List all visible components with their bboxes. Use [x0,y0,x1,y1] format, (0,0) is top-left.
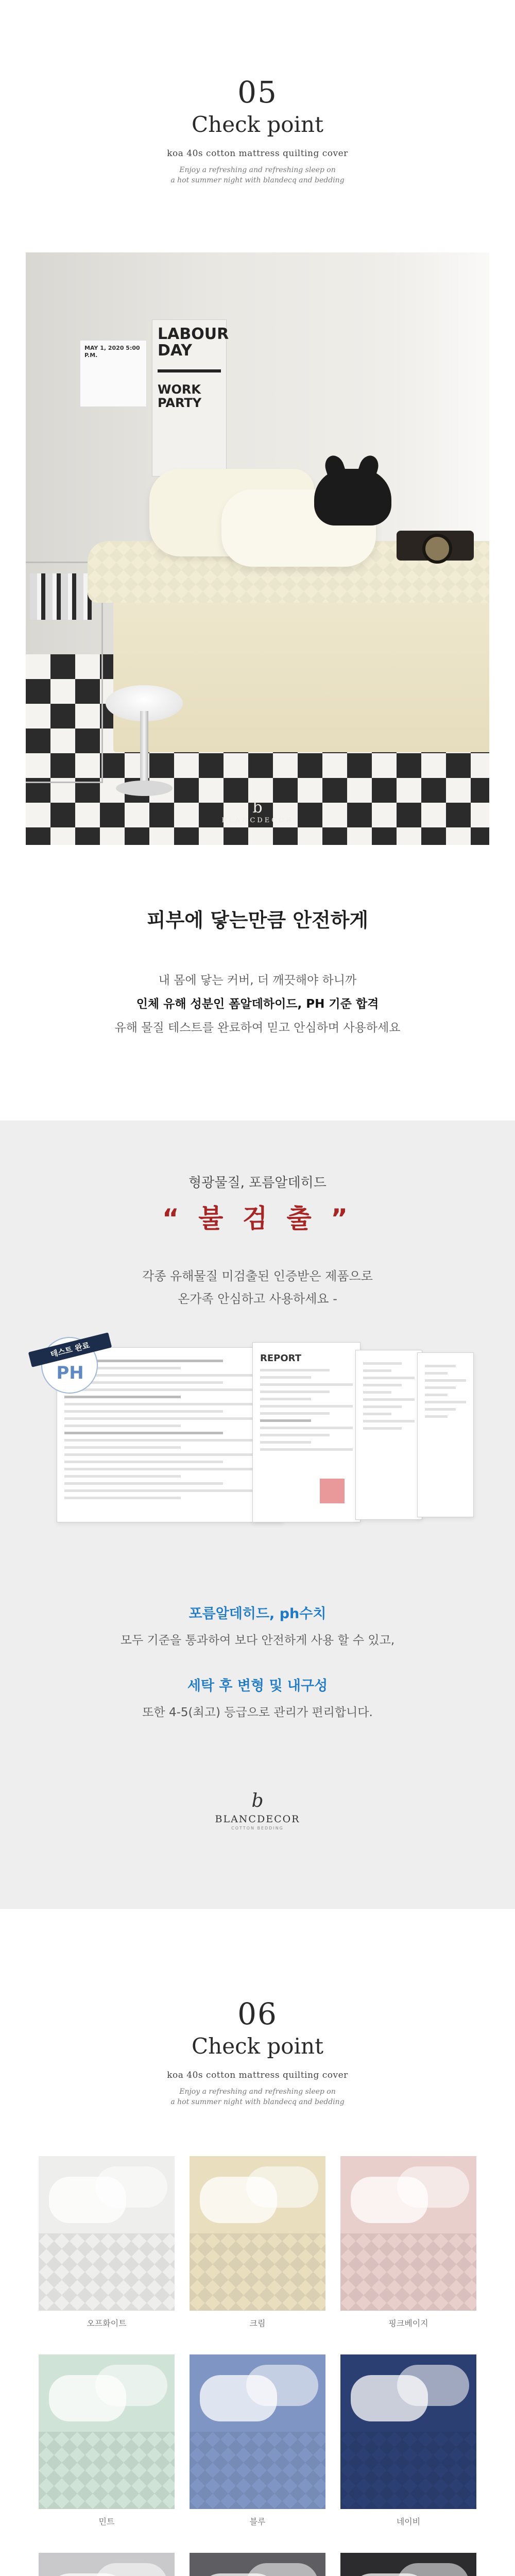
checkpoint-number: 06 [237,1996,278,2031]
swatch-label: 크림 [190,2311,325,2336]
swatch-label: 네이비 [340,2509,476,2535]
description-line: a hot summer night with blandecq and bedding [170,2098,345,2106]
checkpoint-06-header [0,1996,515,2107]
test-report-documents [49,1340,469,1528]
badge-ribbon: 테스트 완료 [28,1332,112,1367]
safety-line: 내 몸에 닿는 커버, 더 깨끗해야 하니까 [158,974,357,987]
swatch-label: 민트 [39,2509,175,2535]
stool-stem [140,711,148,788]
quilted-fabric [39,2432,175,2509]
safety-body [0,969,515,1040]
color-swatch[interactable] [39,2354,175,2535]
quilted-fabric [190,2233,325,2311]
test-lead [0,1265,515,1310]
bedroom-photo [26,252,489,845]
report-page-2 [252,1342,360,1522]
brand-name: BLANCDECOR [215,1814,300,1825]
color-swatch[interactable] [340,2156,476,2336]
lead-line: 각종 유해물질 미검출된 인증받은 제품으로 [142,1269,373,1283]
checkpoint-subtitle: koa 40s cotton mattress quilting cover [167,148,348,159]
checkpoint-description [0,165,515,185]
report-title: REPORT [260,1353,301,1364]
swatch-label: 블루 [190,2509,325,2535]
key-point-1: 포름알데히드, ph수치 [188,1606,327,1622]
certification-stamp [320,1479,345,1503]
key-point-2-text: 또한 4-5(최고) 등급으로 관리가 편리합니다. [142,1706,373,1719]
lead-line: 온가족 안심하고 사용하세요 - [178,1292,337,1306]
safety-line-bold [0,992,515,1016]
pillow [200,2375,277,2421]
checkpoint-number: 05 [237,75,278,110]
swatch-label: 오프화이트 [39,2311,175,2336]
color-swatch[interactable] [39,2553,175,2576]
pillow [351,2177,428,2223]
safety-emphasis: 인체 유해 성분인 폼알데하이드, PH 기준 합격 [136,997,379,1011]
plush-toy [314,469,391,526]
pillow [49,2177,126,2223]
color-swatch[interactable] [190,2354,325,2535]
small-poster [80,340,147,407]
swatch-photo [190,2553,325,2576]
checkpoint-title: Check point [192,2033,323,2059]
brand-tagline: COTTON BEDDING [231,1826,284,1831]
poster-rule [158,369,221,372]
test-results-section [0,1121,515,1909]
color-swatch[interactable] [39,2156,175,2336]
color-swatch[interactable] [340,2553,476,2576]
bed-mattress [113,582,489,752]
checkpoint-description [0,2087,515,2107]
stool-base [116,781,173,796]
test-complete-badge [26,1327,113,1404]
poster-party: WORK PARTY [158,382,202,410]
safety-line: 유해 물질 테스트를 완료하여 믿고 안심하며 사용하세요 [114,1021,401,1035]
description-line: a hot summer night with blandecq and bedding [170,176,345,184]
pillow [351,2375,428,2421]
test-result: “ 불 검 출 ” [162,1204,353,1233]
brand-logo [0,1790,515,1831]
quilted-fabric [340,2233,476,2311]
checkpoint-title: Check point [192,112,323,137]
key-point-1-text: 모두 기준을 통과하여 보다 안전하게 사용 할 수 있고, [120,1634,395,1647]
checkpoint-05-header [0,75,515,185]
pillow [49,2375,126,2421]
color-swatch[interactable] [340,2354,476,2535]
photo-watermark-logo [26,799,489,824]
labour-day-poster [152,319,227,477]
swatch-photo [340,2156,476,2311]
color-swatch[interactable] [190,2553,325,2576]
quilted-fabric [190,2432,325,2509]
swatch-photo [190,2354,325,2509]
swatch-photo [39,2553,175,2576]
quilted-fabric [39,2233,175,2311]
swatch-photo [190,2156,325,2311]
poster-title: LABOUR DAY [158,325,229,360]
report-page-4 [417,1352,474,1517]
description-line: Enjoy a refreshing and refreshing sleep on [179,166,336,174]
books [30,573,92,620]
safety-headline: 피부에 닿는만큼 안전하게 [146,909,369,931]
logo-mark: b [252,799,263,817]
poster-date: MAY 1, 2020 5:00 P.M. [84,345,140,359]
swatch-photo [39,2156,175,2311]
badge-ph: PH [56,1363,84,1383]
pillow [200,2177,277,2223]
swatch-photo [340,2553,476,2576]
test-label: 형광물질, 포름알데히드 [188,1175,327,1191]
swatch-photo [39,2354,175,2509]
description-line: Enjoy a refreshing and refreshing sleep on [179,2088,336,2096]
color-swatch[interactable] [190,2156,325,2336]
quilted-fabric [340,2432,476,2509]
swatch-label: 핑크베이지 [340,2311,476,2336]
camera [397,531,474,561]
swatch-photo [340,2354,476,2509]
report-page-3 [355,1350,422,1520]
key-point-2: 세탁 후 변형 및 내구성 [187,1678,328,1694]
logo-name: BLANCDECOR [221,817,294,824]
brand-mark: b [251,1790,264,1811]
checkpoint-subtitle: koa 40s cotton mattress quilting cover [167,2070,348,2080]
